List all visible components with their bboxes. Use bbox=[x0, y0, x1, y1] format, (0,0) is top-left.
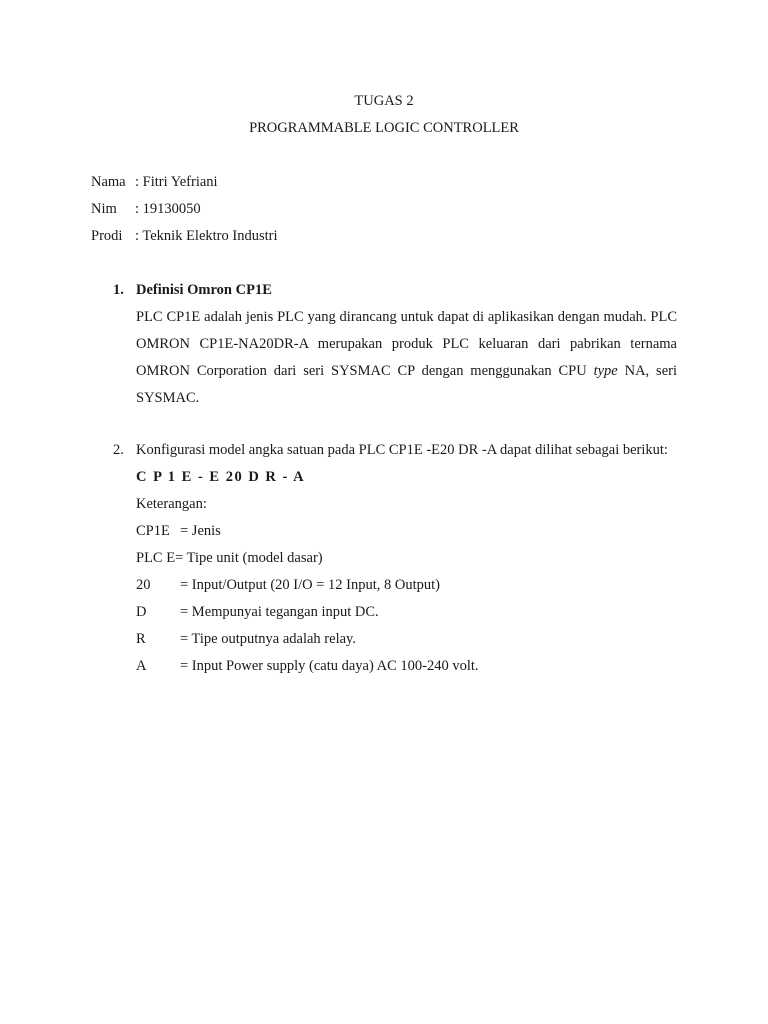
legend-row bbox=[136, 545, 677, 572]
paragraph-italic-text: type bbox=[593, 363, 618, 379]
legend-desc: = Input/Output (20 I/O = 12 Input, 8 Output) bbox=[180, 577, 441, 593]
legend-row bbox=[136, 626, 677, 653]
legend-key: D bbox=[136, 604, 147, 620]
section-1-heading: Definisi Omron CP1E bbox=[136, 282, 272, 298]
section-2 bbox=[136, 437, 677, 680]
course-title: PROGRAMMABLE LOGIC CONTROLLER bbox=[249, 120, 519, 136]
section-2-number: 2. bbox=[113, 442, 124, 458]
model-code: C P 1 E - E 20 D R - A bbox=[136, 469, 306, 485]
section-1-number: 1. bbox=[113, 282, 124, 298]
legend-row bbox=[136, 518, 677, 545]
legend-desc: = Jenis bbox=[180, 523, 221, 539]
paragraph-text: PLC CP1E adalah jenis PLC yang dirancang untuk dapat di aplikasikan dengan mudah. PLC OMRON CP1E-NA20DR-A merupakan produk PLC keluaran dari pabrikan ternama OMRON Corporation dari seri SYSMAC CP dengan menggunakan CPU bbox=[136, 309, 677, 379]
legend-desc: = Tipe unit (model dasar) bbox=[175, 550, 323, 566]
legend-key: R bbox=[136, 631, 146, 647]
legend-row bbox=[136, 653, 677, 680]
paragraph-text: NA, seri SYSMAC. bbox=[136, 363, 677, 406]
identity-value: : 19130050 bbox=[135, 201, 201, 217]
keterangan-label: Keterangan: bbox=[136, 496, 207, 512]
identity-label: Nama bbox=[91, 174, 126, 190]
legend-row bbox=[136, 599, 677, 626]
legend-desc: = Mempunyai tegangan input DC. bbox=[180, 604, 379, 620]
legend-key: CP1E bbox=[136, 523, 170, 539]
legend-desc: = Input Power supply (catu daya) AC 100-240 volt. bbox=[180, 658, 479, 674]
legend-key: A bbox=[136, 658, 147, 674]
legend-desc: = Tipe outputnya adalah relay. bbox=[180, 631, 356, 647]
section-1-paragraph bbox=[136, 304, 677, 412]
section-1 bbox=[136, 277, 677, 412]
identity-value: : Fitri Yefriani bbox=[135, 174, 218, 190]
identity-label: Nim bbox=[91, 201, 117, 217]
legend-key: 20 bbox=[136, 577, 151, 593]
identity-label: Prodi bbox=[91, 228, 123, 244]
section-2-intro: Konfigurasi model angka satuan pada PLC CP1E -E20 DR -A dapat dilihat sebagai berikut: bbox=[136, 442, 668, 458]
identity-value: : Teknik Elektro Industri bbox=[135, 228, 278, 244]
legend-row bbox=[136, 572, 677, 599]
legend-key: PLC E bbox=[136, 550, 176, 566]
assignment-title: TUGAS 2 bbox=[354, 93, 414, 109]
